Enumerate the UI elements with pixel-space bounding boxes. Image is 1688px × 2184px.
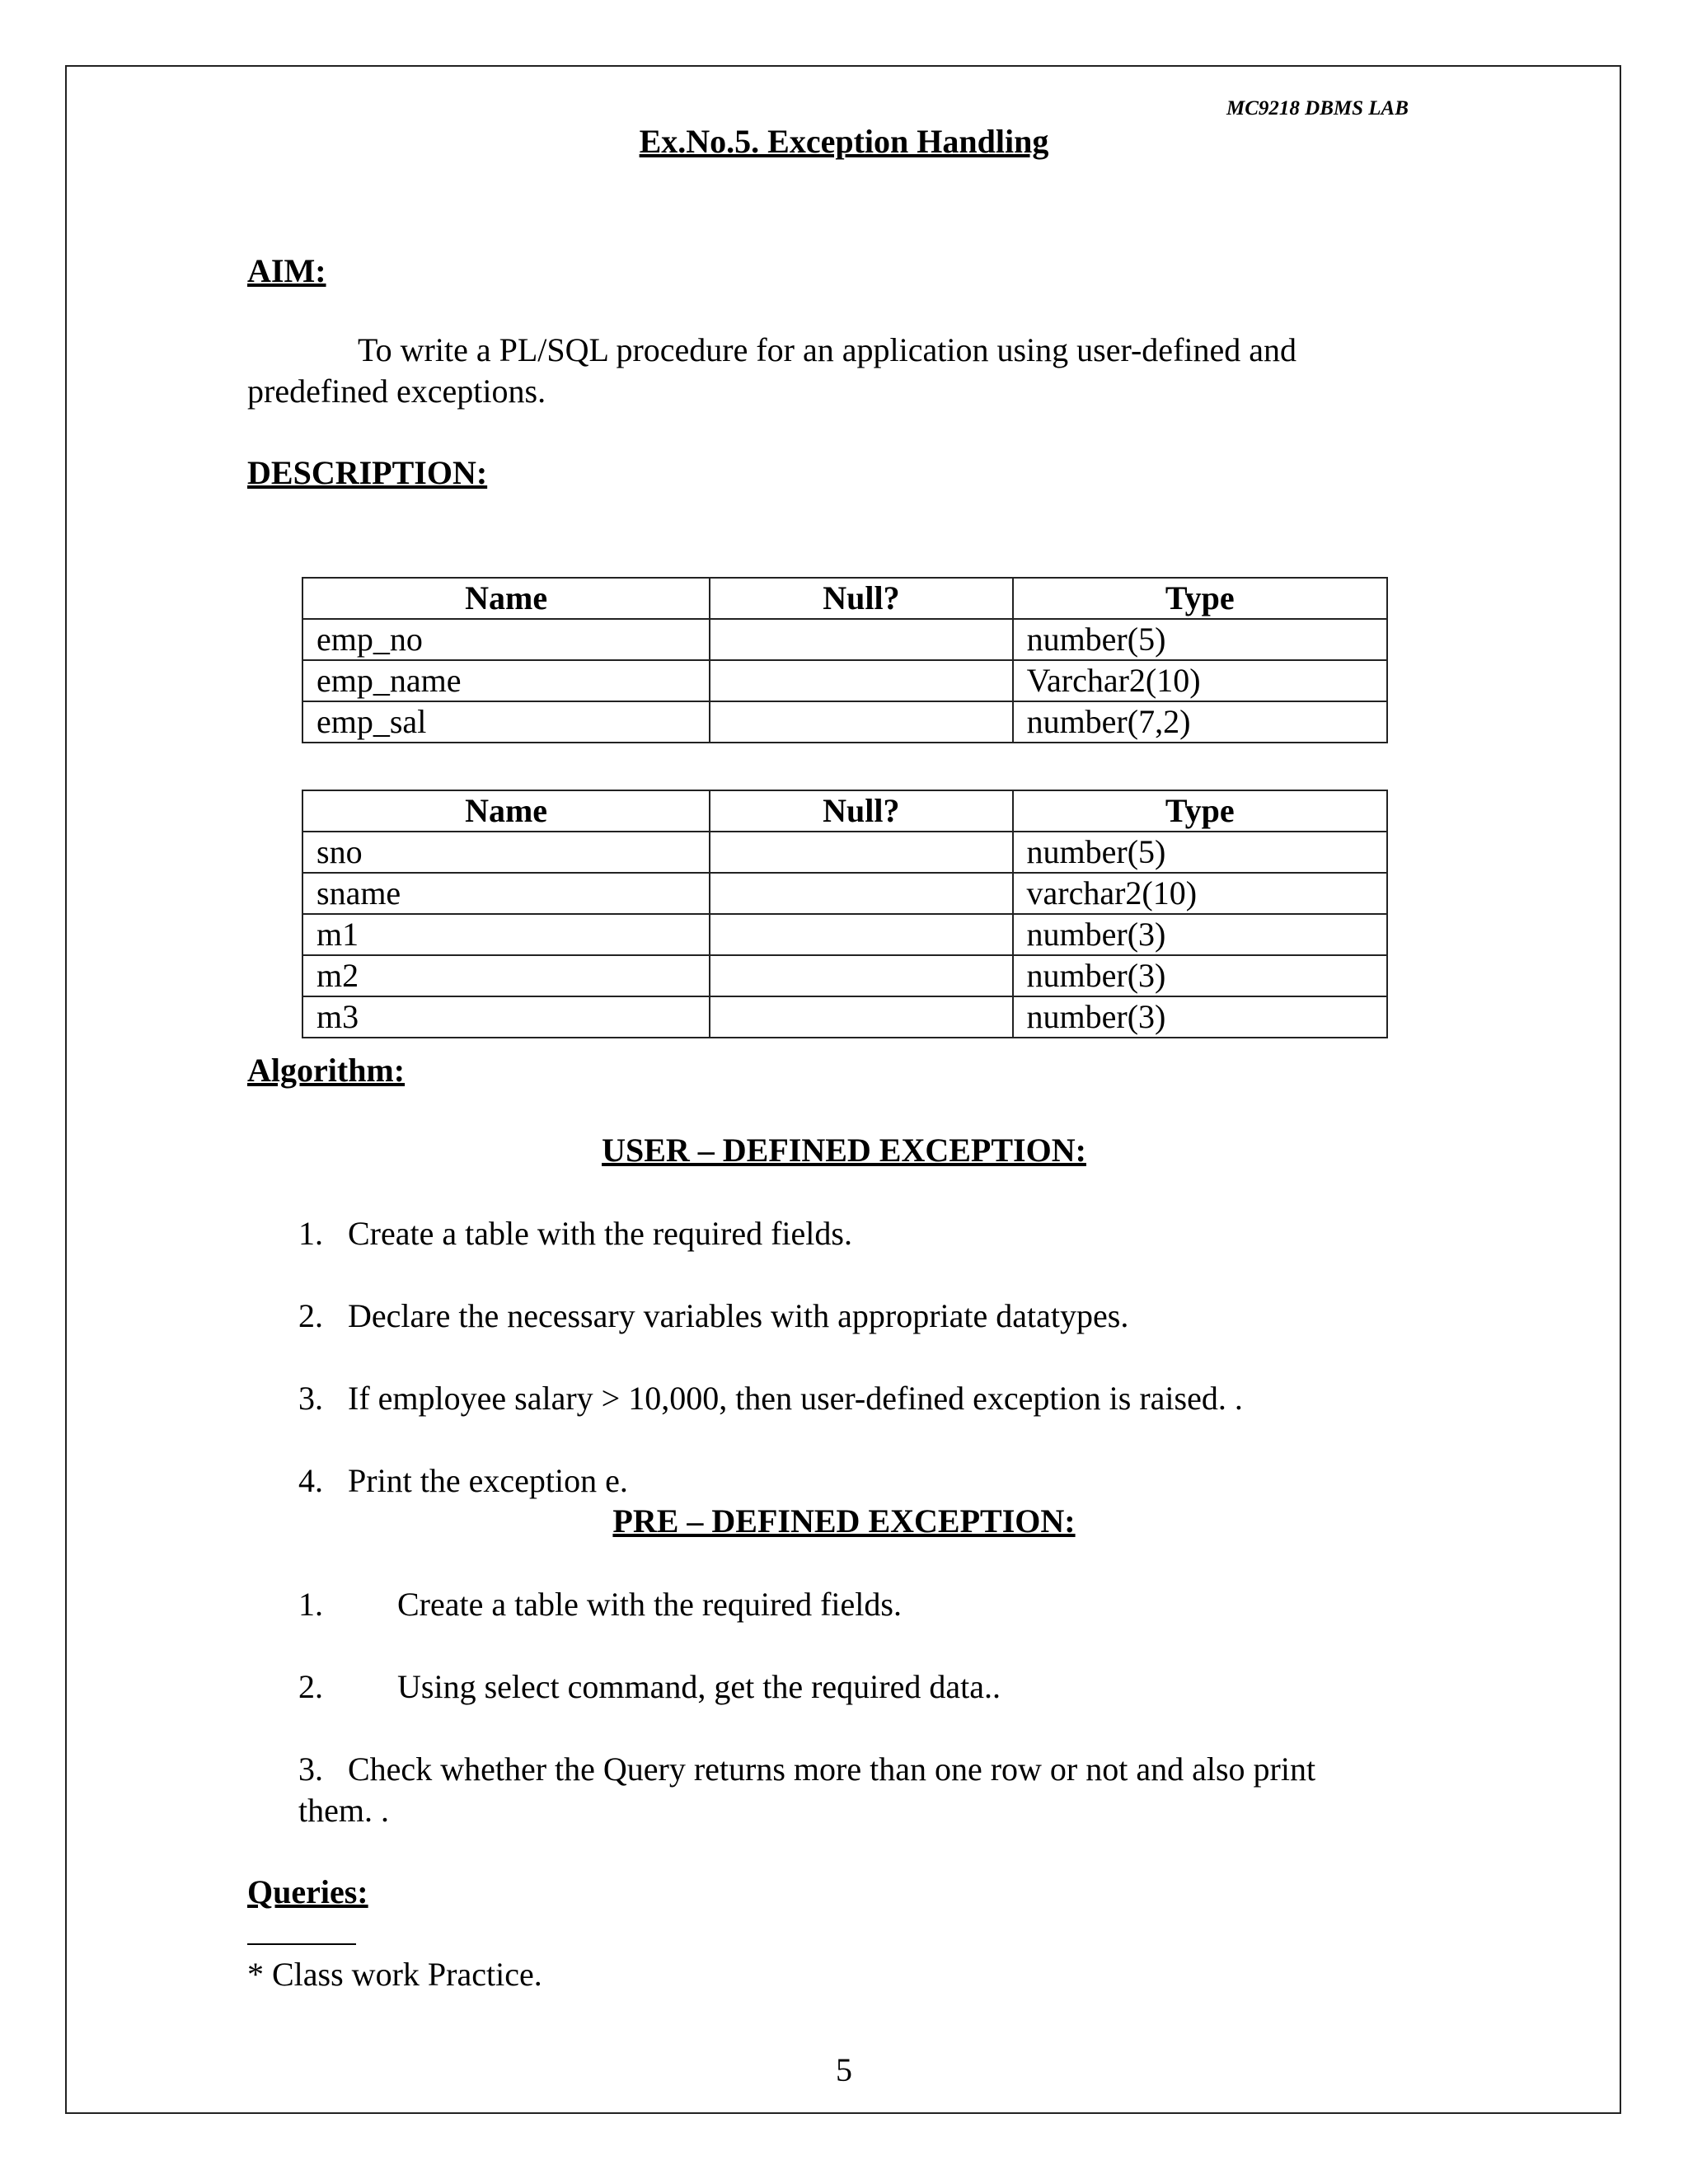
pre-step-1: 1. Create a table with the required fields. (298, 1586, 902, 1623)
cell-name: m1 (302, 914, 710, 955)
header-name: Name (302, 578, 710, 619)
table-header-row (302, 578, 1387, 619)
pre-defined-heading: PRE – DEFINED EXCEPTION: (612, 1502, 1076, 1540)
header-null: Null? (710, 790, 1012, 832)
header-type: Type (1013, 578, 1387, 619)
cell-null (710, 660, 1012, 701)
cell-type: number(5) (1013, 832, 1387, 873)
cell-name: sname (302, 873, 710, 914)
table-row (302, 873, 1387, 914)
cell-null (710, 996, 1012, 1038)
cell-null (710, 832, 1012, 873)
aim-line-2: predefined exceptions. (247, 373, 546, 410)
cell-type: Varchar2(10) (1013, 660, 1387, 701)
cell-name: emp_no (302, 619, 710, 660)
cell-name: m3 (302, 996, 710, 1038)
cell-null (710, 955, 1012, 996)
algorithm-heading: Algorithm: (247, 1052, 406, 1089)
table-header-row (302, 790, 1387, 832)
cell-type: number(3) (1013, 996, 1387, 1038)
user-defined-heading: USER – DEFINED EXCEPTION: (602, 1132, 1086, 1169)
page-number: 5 (836, 2051, 852, 2088)
cell-name: emp_sal (302, 701, 710, 743)
underline-rule (247, 1943, 356, 1945)
cell-null (710, 701, 1012, 743)
cell-null (710, 619, 1012, 660)
cell-name: sno (302, 832, 710, 873)
header-null: Null? (710, 578, 1012, 619)
aim-line-1: To write a PL/SQL procedure for an application using user-defined and (358, 331, 1297, 368)
user-step-3: 3. If employee salary > 10,000, then user-defined exception is raised. . (298, 1380, 1243, 1417)
pre-step-3: 3. Check whether the Query returns more than one row or not and also print them. . (298, 1750, 1316, 1829)
queries-note: * Class work Practice. (247, 1956, 542, 1993)
aim-text (247, 330, 1418, 412)
header-type: Type (1013, 790, 1387, 832)
pre-step-3-continued: them. . (298, 1792, 389, 1829)
queries-heading: Queries: (247, 1873, 368, 1910)
user-step-4: 4. Print the exception e. (298, 1462, 628, 1499)
pre-step-2: 2. Using select command, get the required data.. (298, 1668, 1001, 1705)
aim-heading: AIM: (247, 252, 326, 289)
cell-type: number(3) (1013, 955, 1387, 996)
cell-type: number(5) (1013, 619, 1387, 660)
cell-type: number(3) (1013, 914, 1387, 955)
cell-name: m2 (302, 955, 710, 996)
description-heading: DESCRIPTION: (247, 454, 488, 491)
student-table (302, 790, 1388, 1038)
table-row (302, 619, 1387, 660)
cell-name: emp_name (302, 660, 710, 701)
cell-type: varchar2(10) (1013, 873, 1387, 914)
header-name: Name (302, 790, 710, 832)
table-row (302, 701, 1387, 743)
table-row (302, 996, 1387, 1038)
course-header: MC9218 DBMS LAB (1226, 97, 1409, 120)
page-title: Ex.No.5. Exception Handling (639, 123, 1049, 160)
employee-table (302, 577, 1388, 743)
cell-null (710, 873, 1012, 914)
user-step-1: 1. Create a table with the required fields. (298, 1215, 852, 1252)
cell-type: number(7,2) (1013, 701, 1387, 743)
table-row (302, 660, 1387, 701)
table-row (302, 914, 1387, 955)
cell-null (710, 914, 1012, 955)
table-row (302, 955, 1387, 996)
table-row (302, 832, 1387, 873)
user-step-2: 2. Declare the necessary variables with appropriate datatypes. (298, 1297, 1129, 1334)
